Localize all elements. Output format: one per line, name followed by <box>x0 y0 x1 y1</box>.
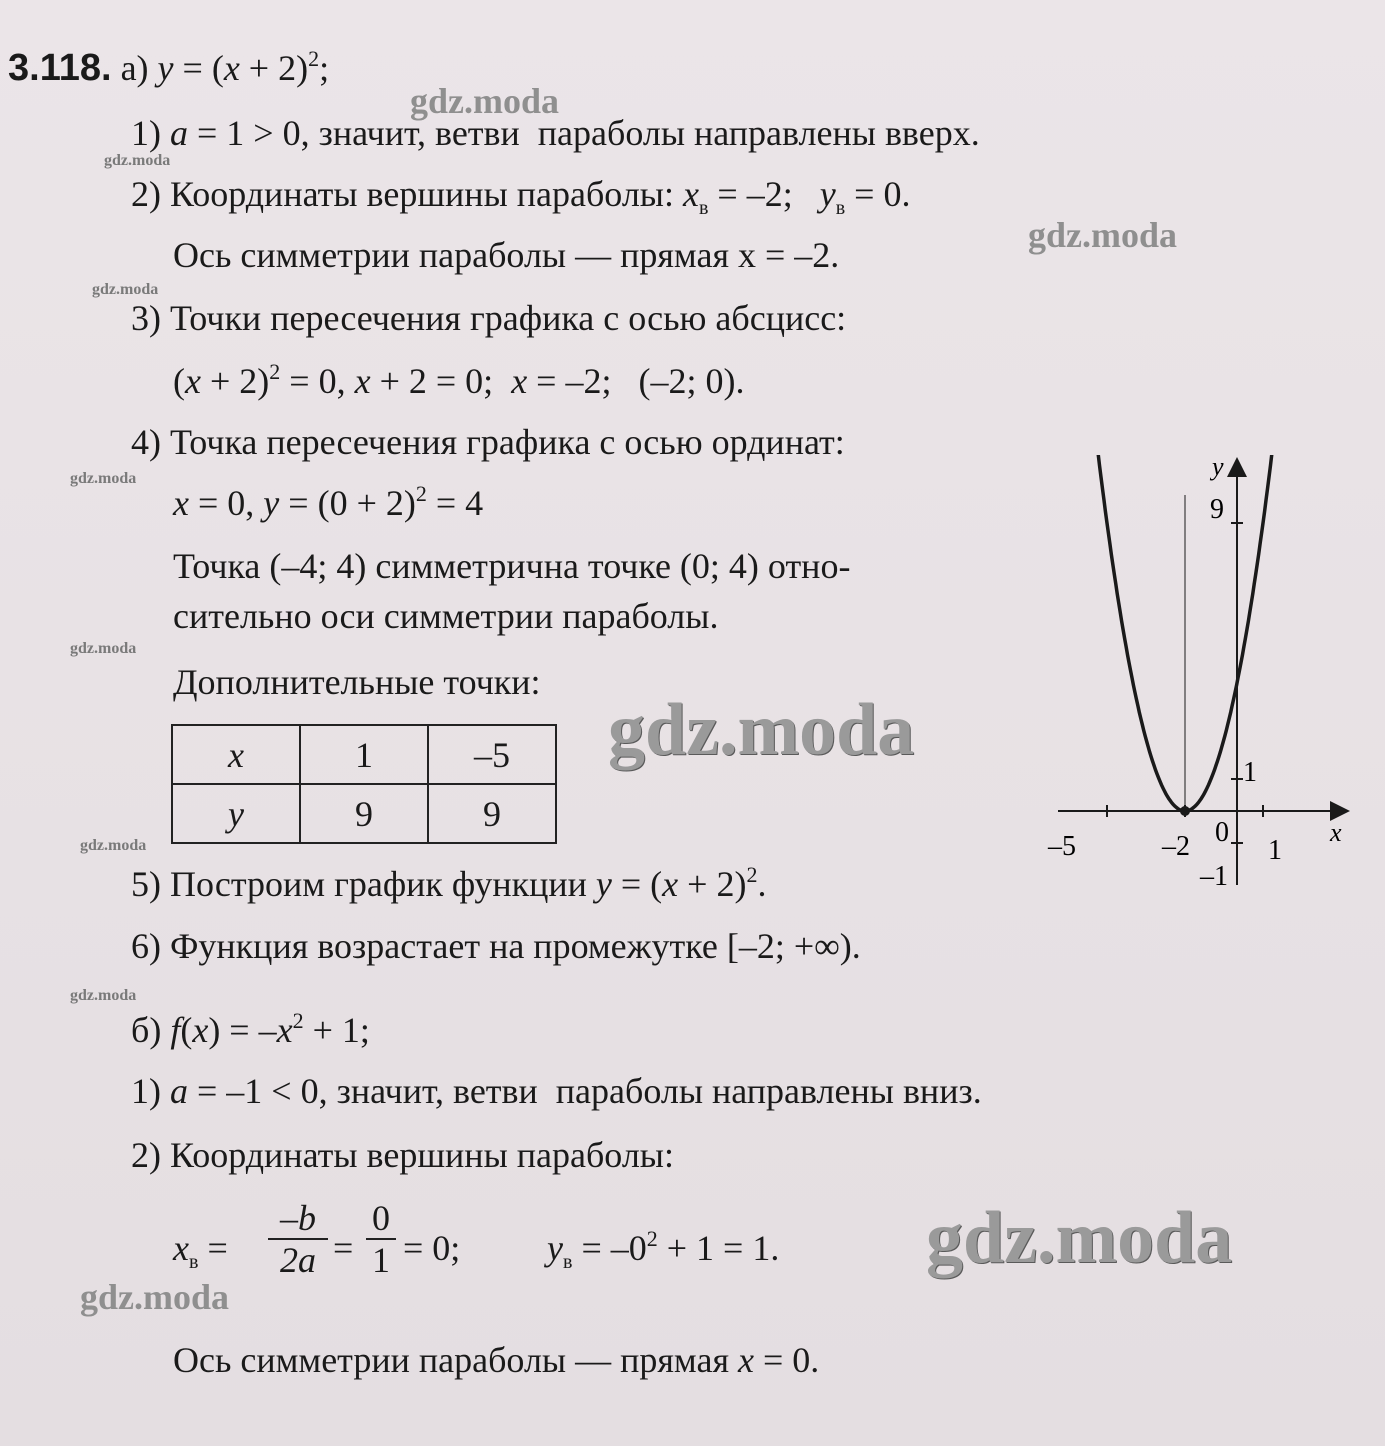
watermark: gdz.moda <box>608 689 915 771</box>
vertex-point <box>1180 806 1190 816</box>
part-a-symmetry-2: сительно оси симметрии параболы. <box>173 596 719 636</box>
part-b-step1: 1) a = –1 < 0, значит, ветви параболы направлены вниз. <box>131 1071 982 1111</box>
part-a-axis: Ось симметрии параболы — прямая x = –2. <box>173 235 840 275</box>
fraction-numerator: –b <box>280 1198 316 1238</box>
part-a-label: а) <box>120 48 149 88</box>
part-b-heading <box>131 1010 370 1055</box>
table-cell: 1 <box>300 725 428 784</box>
watermark: gdz.moda <box>1028 215 1178 255</box>
table-cell: –5 <box>428 725 556 784</box>
watermark: gdz.moda <box>104 152 171 169</box>
part-a-equation: $y = (x + 2)^2$; <box>157 46 330 88</box>
x-axis-label: x <box>1330 818 1342 847</box>
tick-label-1: 1 <box>1243 757 1257 788</box>
table-header-y: y <box>172 784 300 843</box>
fraction-0-over-1 <box>366 1198 396 1280</box>
tick-label-minus-2: –2 <box>1162 831 1190 862</box>
part-a-step3: 3) Точки пересечения графика с осью абсцисс: <box>131 298 847 338</box>
vertex-x-rhs: = 0; <box>403 1228 461 1268</box>
table-header-x: x <box>172 725 300 784</box>
vertex-y: $y_в = -0^2 + 1 = 1$. <box>547 1226 780 1273</box>
watermark: gdz.moda <box>70 640 137 657</box>
part-a-step2: 2) Координаты вершины параболы: $x_в = -2$; $y_в = 0$. <box>131 174 911 219</box>
part-b-label: б) <box>131 1010 162 1050</box>
y-axis-label: y <box>1212 455 1224 481</box>
table-cell: 9 <box>428 784 556 843</box>
fraction-denominator: 2a <box>268 1238 328 1280</box>
extra-points-table <box>171 724 557 844</box>
part-a-step5: 5) Построим график функции $y = (x + 2)^2$. <box>131 862 767 904</box>
problem-number: 3.118. <box>8 47 112 89</box>
table-cell: 9 <box>300 784 428 843</box>
equals-sign: = <box>333 1228 354 1268</box>
table-row <box>172 784 556 843</box>
problem-heading <box>8 48 329 93</box>
tick-label-0: 0 <box>1215 817 1229 848</box>
tick-label-minus-5: –5 <box>1048 831 1076 862</box>
vertex-x-lhs: $x_в$ = <box>173 1228 228 1273</box>
fraction-numerator: 0 <box>372 1198 390 1238</box>
watermark: gdz.moda <box>92 281 159 298</box>
part-a-symmetry-1: Точка (–4; 4) симметрична точке (0; 4) отно- <box>173 546 851 586</box>
part-b-equation: $f(x) = -x^2 + 1$; <box>170 1008 370 1050</box>
tick-label-minus-1: –1 <box>1200 861 1228 892</box>
watermark: gdz.moda <box>410 81 560 121</box>
watermark: gdz.moda <box>80 837 147 854</box>
watermark: gdz.moda <box>70 470 137 487</box>
table-row <box>172 725 556 784</box>
part-a-step1: 1) a = 1 > 0, значит, ветви параболы направлены вверх. <box>131 113 980 153</box>
watermark: gdz.moda <box>80 1277 230 1317</box>
part-a-step6: 6) Функция возрастает на промежутке [–2; +∞). <box>131 926 861 966</box>
watermark: gdz.moda <box>70 987 137 1004</box>
tick-label-9: 9 <box>1210 494 1224 525</box>
part-a-step4: 4) Точка пересечения графика с осью ординат: <box>131 422 845 462</box>
extra-points-label: Дополнительные точки: <box>173 662 541 702</box>
part-b-step2: 2) Координаты вершины параболы: <box>131 1135 674 1175</box>
fraction-denominator: 1 <box>366 1238 396 1280</box>
tick-label-1x: 1 <box>1268 835 1282 866</box>
part-a-step4-eq: x = 0, $y = (0 + 2)^2 = 4$ <box>173 481 484 523</box>
fraction-b-over-2a <box>268 1198 328 1280</box>
part-a-step3-eq: $(x + 2)^2 = 0$, x + 2 = 0; x = –2; (–2; 0). <box>173 359 745 401</box>
part-b-axis: Ось симметрии параболы — прямая x = 0. <box>173 1340 820 1380</box>
parabola-graph <box>1040 455 1380 895</box>
watermark: gdz.moda <box>926 1197 1233 1279</box>
